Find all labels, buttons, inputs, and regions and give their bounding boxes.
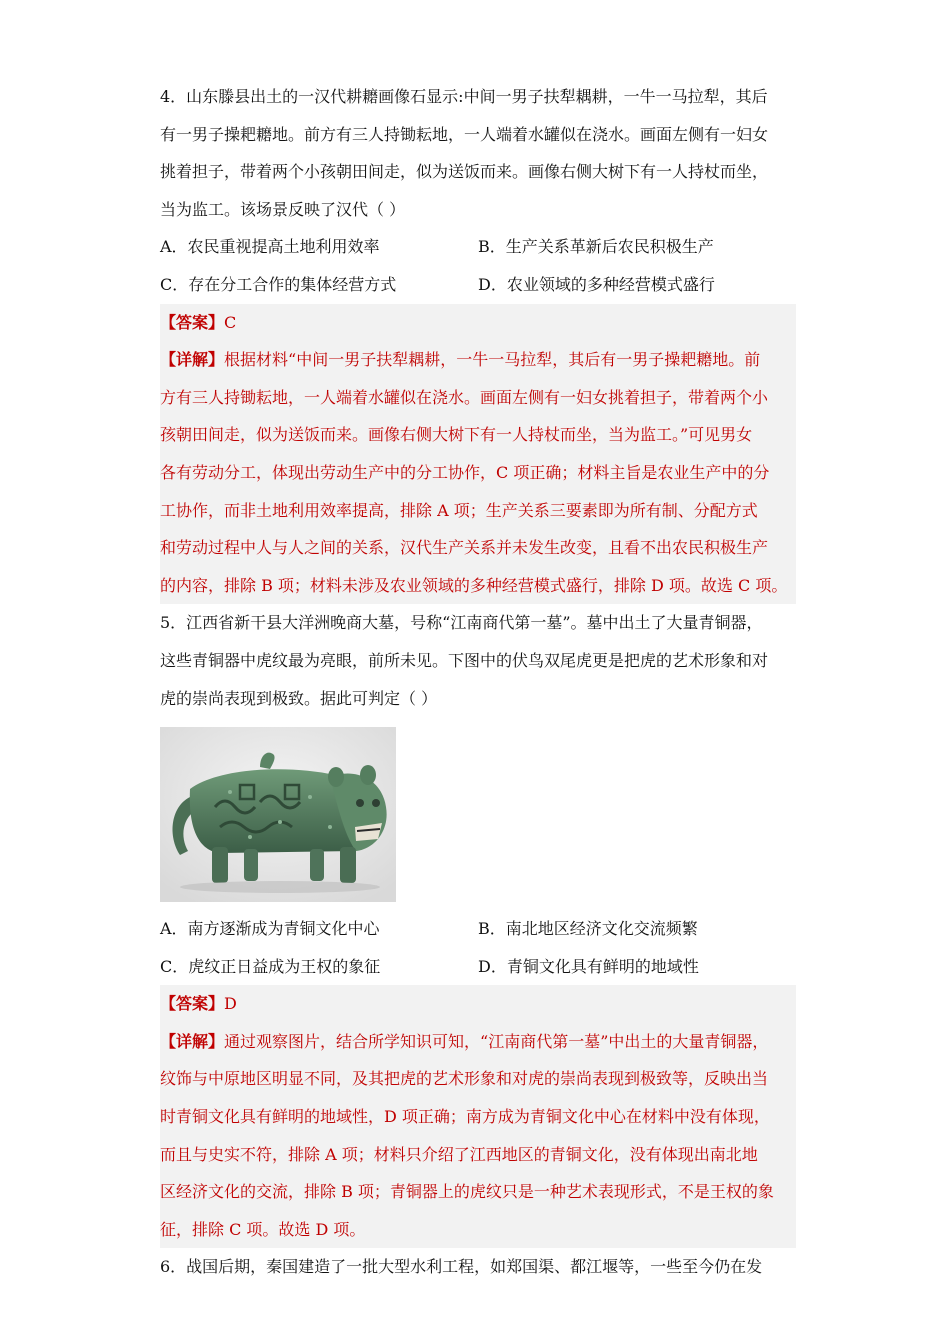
bronze-tiger-image [160, 727, 396, 902]
question-4-detail-line-2: 方有三人持锄耘地，一人端着水罐似在浇水。画面左侧有一妇女挑着担子，带着两个小 [160, 387, 769, 407]
question-5-option-a: A．南方逐渐成为青铜文化中心 [160, 919, 380, 939]
question-5-option-d: D．青铜文化具有鲜明的地域性 [478, 956, 699, 976]
question-4-line-1: 4．山东滕县出土的一汉代耕耱画像石显示:中间一男子扶犁耦耕，一牛一马拉犁，其后 [160, 87, 768, 106]
question-4-detail-line-6: 和劳动过程中人与人之间的关系，汉代生产关系并未发生改变，且看不出农民积极生产 [160, 538, 769, 558]
question-5-options-row-2 [160, 948, 796, 986]
answer-tag: 【答案】 [160, 312, 225, 332]
question-5-detail-line-1 [160, 1023, 796, 1061]
question-5 [160, 604, 796, 1248]
question-4 [160, 78, 796, 604]
question-5-detail-line-6: 征，排除 C 项。故选 D 项。 [160, 1219, 366, 1239]
question-5-line-1: 5．江西省新干县大洋洲晚商大墓，号称“江南商代第一墓”。墓中出土了大量青铜器， [160, 613, 763, 633]
answer-value: D [224, 994, 237, 1014]
answer-value: C [224, 312, 237, 332]
question-4-answer-line [160, 304, 796, 342]
question-4-detail-line-3: 孩朝田间走，似为送饭而来。画像右侧大树下有一人持杖而坐，当为监工。”可见男女 [160, 425, 753, 445]
bronze-tiger-illustration [160, 727, 396, 902]
question-6 [160, 1248, 796, 1286]
detail-text: 通过观察图片，结合所学知识可知，“江南商代第一墓”中出土的大量青铜器， [224, 1031, 769, 1051]
detail-tag: 【详解】 [160, 1031, 225, 1051]
question-5-options-row-1 [160, 910, 796, 948]
question-4-options-row-2 [160, 266, 796, 304]
question-4-line-2: 有一男子操耙耱地。前方有三人持锄耘地，一人端着水罐似在浇水。画面左侧有一妇女 [160, 124, 769, 144]
question-4-detail-line-5: 工协作，而非土地利用效率提高，排除 A 项；生产关系三要素即为所有制、分配方式 [160, 500, 758, 520]
question-6-line-1: 6．战国后期，秦国建造了一批大型水利工程，如郑国渠、都江堰等，一些至今仍在发 [160, 1257, 763, 1277]
question-4-detail-line-7: 的内容，排除 B 项；材料未涉及农业领域的多种经营模式盛行，排除 D 项。故选 C 项。 [160, 575, 788, 595]
answer-tag: 【答案】 [160, 994, 225, 1014]
question-5-option-c: C．虎纹正日益成为王权的象征 [160, 956, 381, 976]
question-5-detail-line-5: 区经济文化的交流，排除 B 项；青铜器上的虎纹只是一种艺术表现形式，不是王权的象 [160, 1182, 774, 1202]
question-4-options-row-1 [160, 228, 796, 266]
question-4-line-4: 当为监工。该场景反映了汉代（ ） [160, 199, 406, 219]
question-5-detail-line-2: 纹饰与中原地区明显不同，及其把虎的艺术形象和对虎的崇尚表现到极致等，反映出当 [160, 1069, 769, 1089]
question-5-detail-line-4: 而且与史实不符，排除 A 项；材料只介绍了江西地区的青铜文化，没有体现出南北地 [160, 1144, 758, 1164]
document-content [160, 78, 796, 1286]
question-4-option-d: D．农业领域的多种经营模式盛行 [478, 274, 715, 294]
question-4-option-c: C．存在分工合作的集体经营方式 [160, 274, 397, 294]
detail-text: 根据材料“中间一男子扶犁耦耕，一牛一马拉犁，其后有一男子操耙耱地。前 [224, 350, 761, 370]
question-4-detail-line-4: 各有劳动分工，体现出劳动生产中的分工协作，C 项正确；材料主旨是农业生产中的分 [160, 462, 770, 482]
question-5-line-2: 这些青铜器中虎纹最为亮眼，前所未见。下图中的伏鸟双尾虎更是把虎的艺术形象和对 [160, 650, 769, 670]
question-4-answer-box [160, 304, 796, 605]
question-5-answer-line [160, 985, 796, 1023]
question-4-option-b: B．生产关系革新后农民积极生产 [478, 237, 714, 257]
question-4-line-3: 挑着担子，带着两个小孩朝田间走，似为送饭而来。画像右侧大树下有一人持杖而坐， [160, 162, 769, 182]
question-5-option-b: B．南北地区经济文化交流频繁 [478, 919, 698, 939]
question-5-line-3: 虎的崇尚表现到极致。据此可判定（ ） [160, 688, 438, 708]
detail-tag: 【详解】 [160, 350, 225, 370]
question-5-detail-line-3: 时青铜文化具有鲜明的地域性，D 项正确；南方成为青铜文化中心在材料中没有体现， [160, 1107, 770, 1127]
question-4-detail-line-1 [160, 341, 796, 379]
question-4-option-a: A．农民重视提高土地利用效率 [160, 237, 380, 257]
question-5-answer-box [160, 985, 796, 1248]
